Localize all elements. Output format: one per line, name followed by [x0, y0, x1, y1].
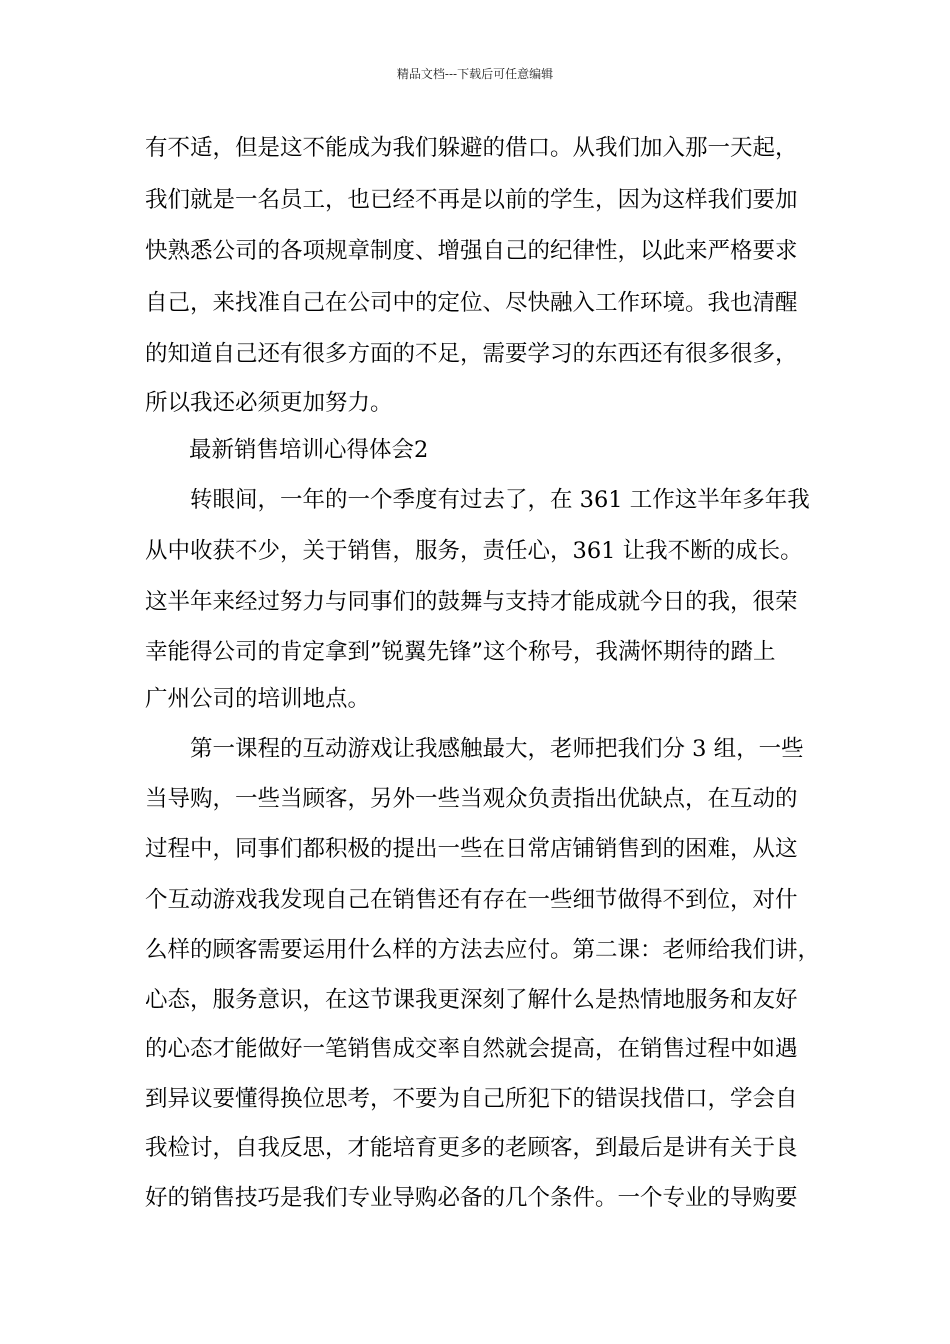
body-line: 快熟悉公司的各项规章制度、增强自己的纪律性，以此来严格要求 — [145, 238, 798, 264]
body-line: 自己，来找准自己在公司中的定位、尽快融入工作环境。我也清醒 — [145, 290, 798, 316]
body-line: 到异议要懂得换位思考，不要为自己所犯下的错误找借口，学会自 — [145, 1086, 798, 1112]
body-line: 个互动游戏我发现自己在销售还有存在一些细节做得不到位，对什 — [145, 887, 798, 913]
page-header: 精品文档---下载后可任意编辑 — [396, 67, 554, 81]
body-line: 广州公司的培训地点。 — [145, 686, 371, 712]
body-line: 有不适，但是这不能成为我们躲避的借口。从我们加入那一天起， — [145, 135, 798, 161]
body-line: 所以我还必须更加努力。 — [145, 390, 393, 416]
body-line: 的知道自己还有很多方面的不足，需要学习的东西还有很多很多， — [145, 341, 798, 367]
body-line: 我检讨，自我反思，才能培育更多的老顾客，到最后是讲有关于良 — [145, 1135, 798, 1161]
body-line: 过程中，同事们都积极的提出一些在日常店铺销售到的困难，从这 — [145, 836, 798, 862]
body-line: 这半年来经过努力与同事们的鼓舞与支持才能成就今日的我，很荣 — [145, 589, 798, 615]
body-line: 么样的顾客需要运用什么样的方法去应付。第二课：老师给我们讲， — [145, 937, 821, 963]
paragraph-first-line: 转眼间，一年的一个季度有过去了，在 361 工作这半年多年我 — [190, 487, 810, 513]
body-line: 幸能得公司的肯定拿到”锐翼先锋”这个称号，我满怀期待的踏上 — [145, 639, 776, 665]
body-line: 好的销售技巧是我们专业导购必备的几个条件。一个专业的导购要 — [145, 1185, 798, 1211]
body-line: 当导购，一些当顾客，另外一些当观众负责指出优缺点，在互动的 — [145, 786, 798, 812]
body-line: 心态，服务意识，在这节课我更深刻了解什么是热情地服务和友好 — [145, 987, 798, 1013]
paragraph-first-line: 第一课程的互动游戏让我感触最大，老师把我们分 3 组，一些 — [190, 736, 804, 762]
body-line: 的心态才能做好一笔销售成交率自然就会提高，在销售过程中如遇 — [145, 1036, 798, 1062]
body-line: 从中收获不少，关于销售，服务，责任心，361 让我不断的成长。 — [145, 538, 803, 564]
section-heading: 最新销售培训心得体会2 — [189, 437, 429, 463]
body-line: 我们就是一名员工，也已经不再是以前的学生，因为这样我们要加 — [145, 187, 798, 213]
